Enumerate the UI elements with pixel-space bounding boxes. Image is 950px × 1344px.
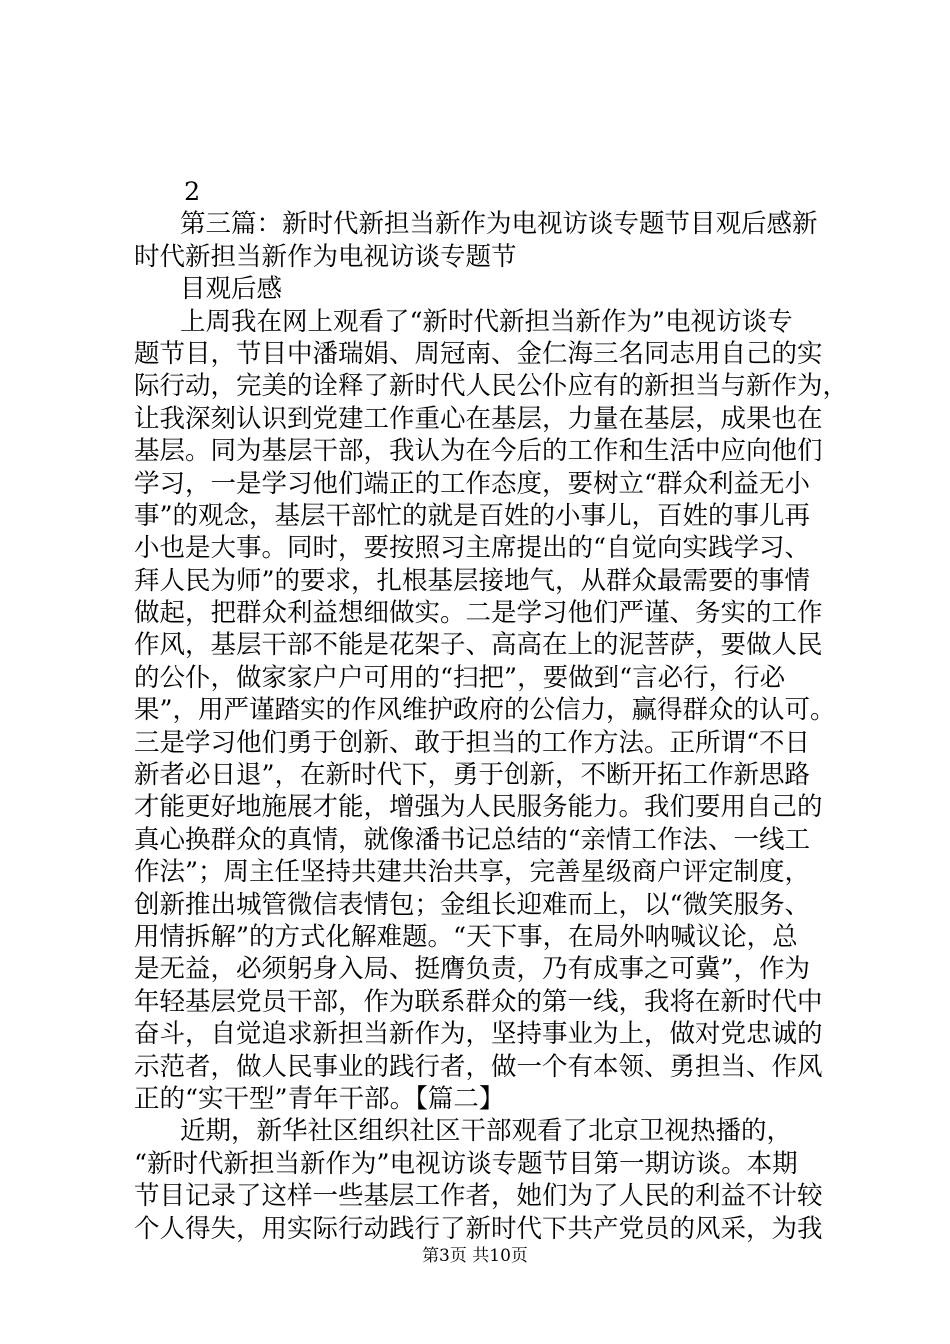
page-number-marker: 2 [184, 177, 201, 207]
section-heading-line-2: 时代新担当新作为电视访谈专题节 [134, 241, 517, 272]
paragraph-line: 是无益，必须躬身入局、挺膺负责，乃有成事之可冀”，作为 [134, 954, 811, 985]
paragraph-line: 示范者，做人民事业的践行者，做一个有本领、勇担当、作风 [134, 1051, 823, 1082]
paragraph-line: 近期，新华社区组织社区干部观看了北京卫视热播的， [180, 1116, 793, 1147]
paragraph-line: 作风，基层干部不能是花架子、高高在上的泥菩萨，要做人民 [134, 630, 823, 661]
paragraph-line: 个人得失，用实际行动践行了新时代下共产党员的风采，为我 [134, 1213, 823, 1244]
paragraph-line: 节目记录了这样一些基层工作者，她们为了人民的利益不计较 [134, 1181, 823, 1212]
paragraph-line: 拜人民为师”的要求，扎根基层接地气，从群众最需要的事情 [134, 565, 811, 596]
paragraph-line: 事”的观念，基层干部忙的就是百姓的小事儿，百姓的事儿再 [134, 500, 811, 531]
paragraph-line: 作法”；周主任坚持共建共治共享，完善星级商户评定制度， [134, 857, 811, 888]
paragraph-line: 做起，把群众利益想细做实。二是学习他们严谨、务实的工作 [134, 598, 823, 629]
paragraph-line: 新者必日退”，在新时代下，勇于创新，不断开拓工作新思路 [134, 760, 811, 791]
document-body [134, 176, 849, 1245]
paragraph-line: 上周我在网上观看了“新时代新担当新作为”电视访谈专 [180, 306, 793, 337]
paragraph-line: 际行动，完美的诠释了新时代人民公仆应有的新担当与新作为， [134, 371, 849, 402]
paragraph-line: 让我深刻认识到党建工作重心在基层，力量在基层，成果也在 [134, 403, 823, 434]
section-heading-line-1: 第三篇：新时代新担当新作为电视访谈专题节目观后感新 [180, 209, 818, 240]
paragraph-line: 的公仆，做家家户户可用的“扫把”，要做到“言必行，行必 [134, 662, 786, 693]
paragraph-line: 学习，一是学习他们端正的工作态度，要树立“群众利益无小 [134, 468, 811, 499]
paragraph-line: 年轻基层党员干部，作为联系群众的第一线，我将在新时代中 [134, 986, 823, 1017]
paragraph-line: “新时代新担当新作为”电视访谈专题节目第一期访谈。本期 [134, 1148, 798, 1179]
paragraph-line: 基层。同为基层干部，我认为在今后的工作和生活中应向他们 [134, 436, 823, 467]
paragraph-line: 创新推出城管微信表情包；金组长迎难而上，以“微笑服务、 [134, 889, 811, 920]
paragraph-line: 果”，用严谨踏实的作风维护政府的公信力，赢得群众的认可。 [134, 695, 836, 726]
paragraph-line: 真心换群众的真情，就像潘书记总结的“亲情工作法、一线工 [134, 824, 811, 855]
paragraph-line: 三是学习他们勇于创新、敢于担当的工作方法。正所谓“不日 [134, 727, 811, 758]
paragraph-line: 奋斗，自觉追求新担当新作为，坚持事业为上，做对党忠诚的 [134, 1019, 823, 1050]
page-footer [0, 1245, 950, 1267]
paragraph-line: 正的“实干型”青年干部。【篇二】 [134, 1083, 505, 1114]
paragraph-line: 小也是大事。同时，要按照习主席提出的“自觉向实践学习、 [134, 533, 811, 564]
paragraph-line: 题节目，节目中潘瑞娟、周冠南、金仁海三名同志用自己的实 [134, 338, 823, 369]
paragraph-line: 用情拆解”的方式化解难题。“天下事，在局外呐喊议论，总 [134, 921, 798, 952]
page-counter: 第3页 共10页 [422, 1246, 528, 1266]
section-heading-line-3: 目观后感 [180, 274, 283, 305]
paragraph-line: 才能更好地施展才能，增强为人民服务能力。我们要用自己的 [134, 792, 823, 823]
